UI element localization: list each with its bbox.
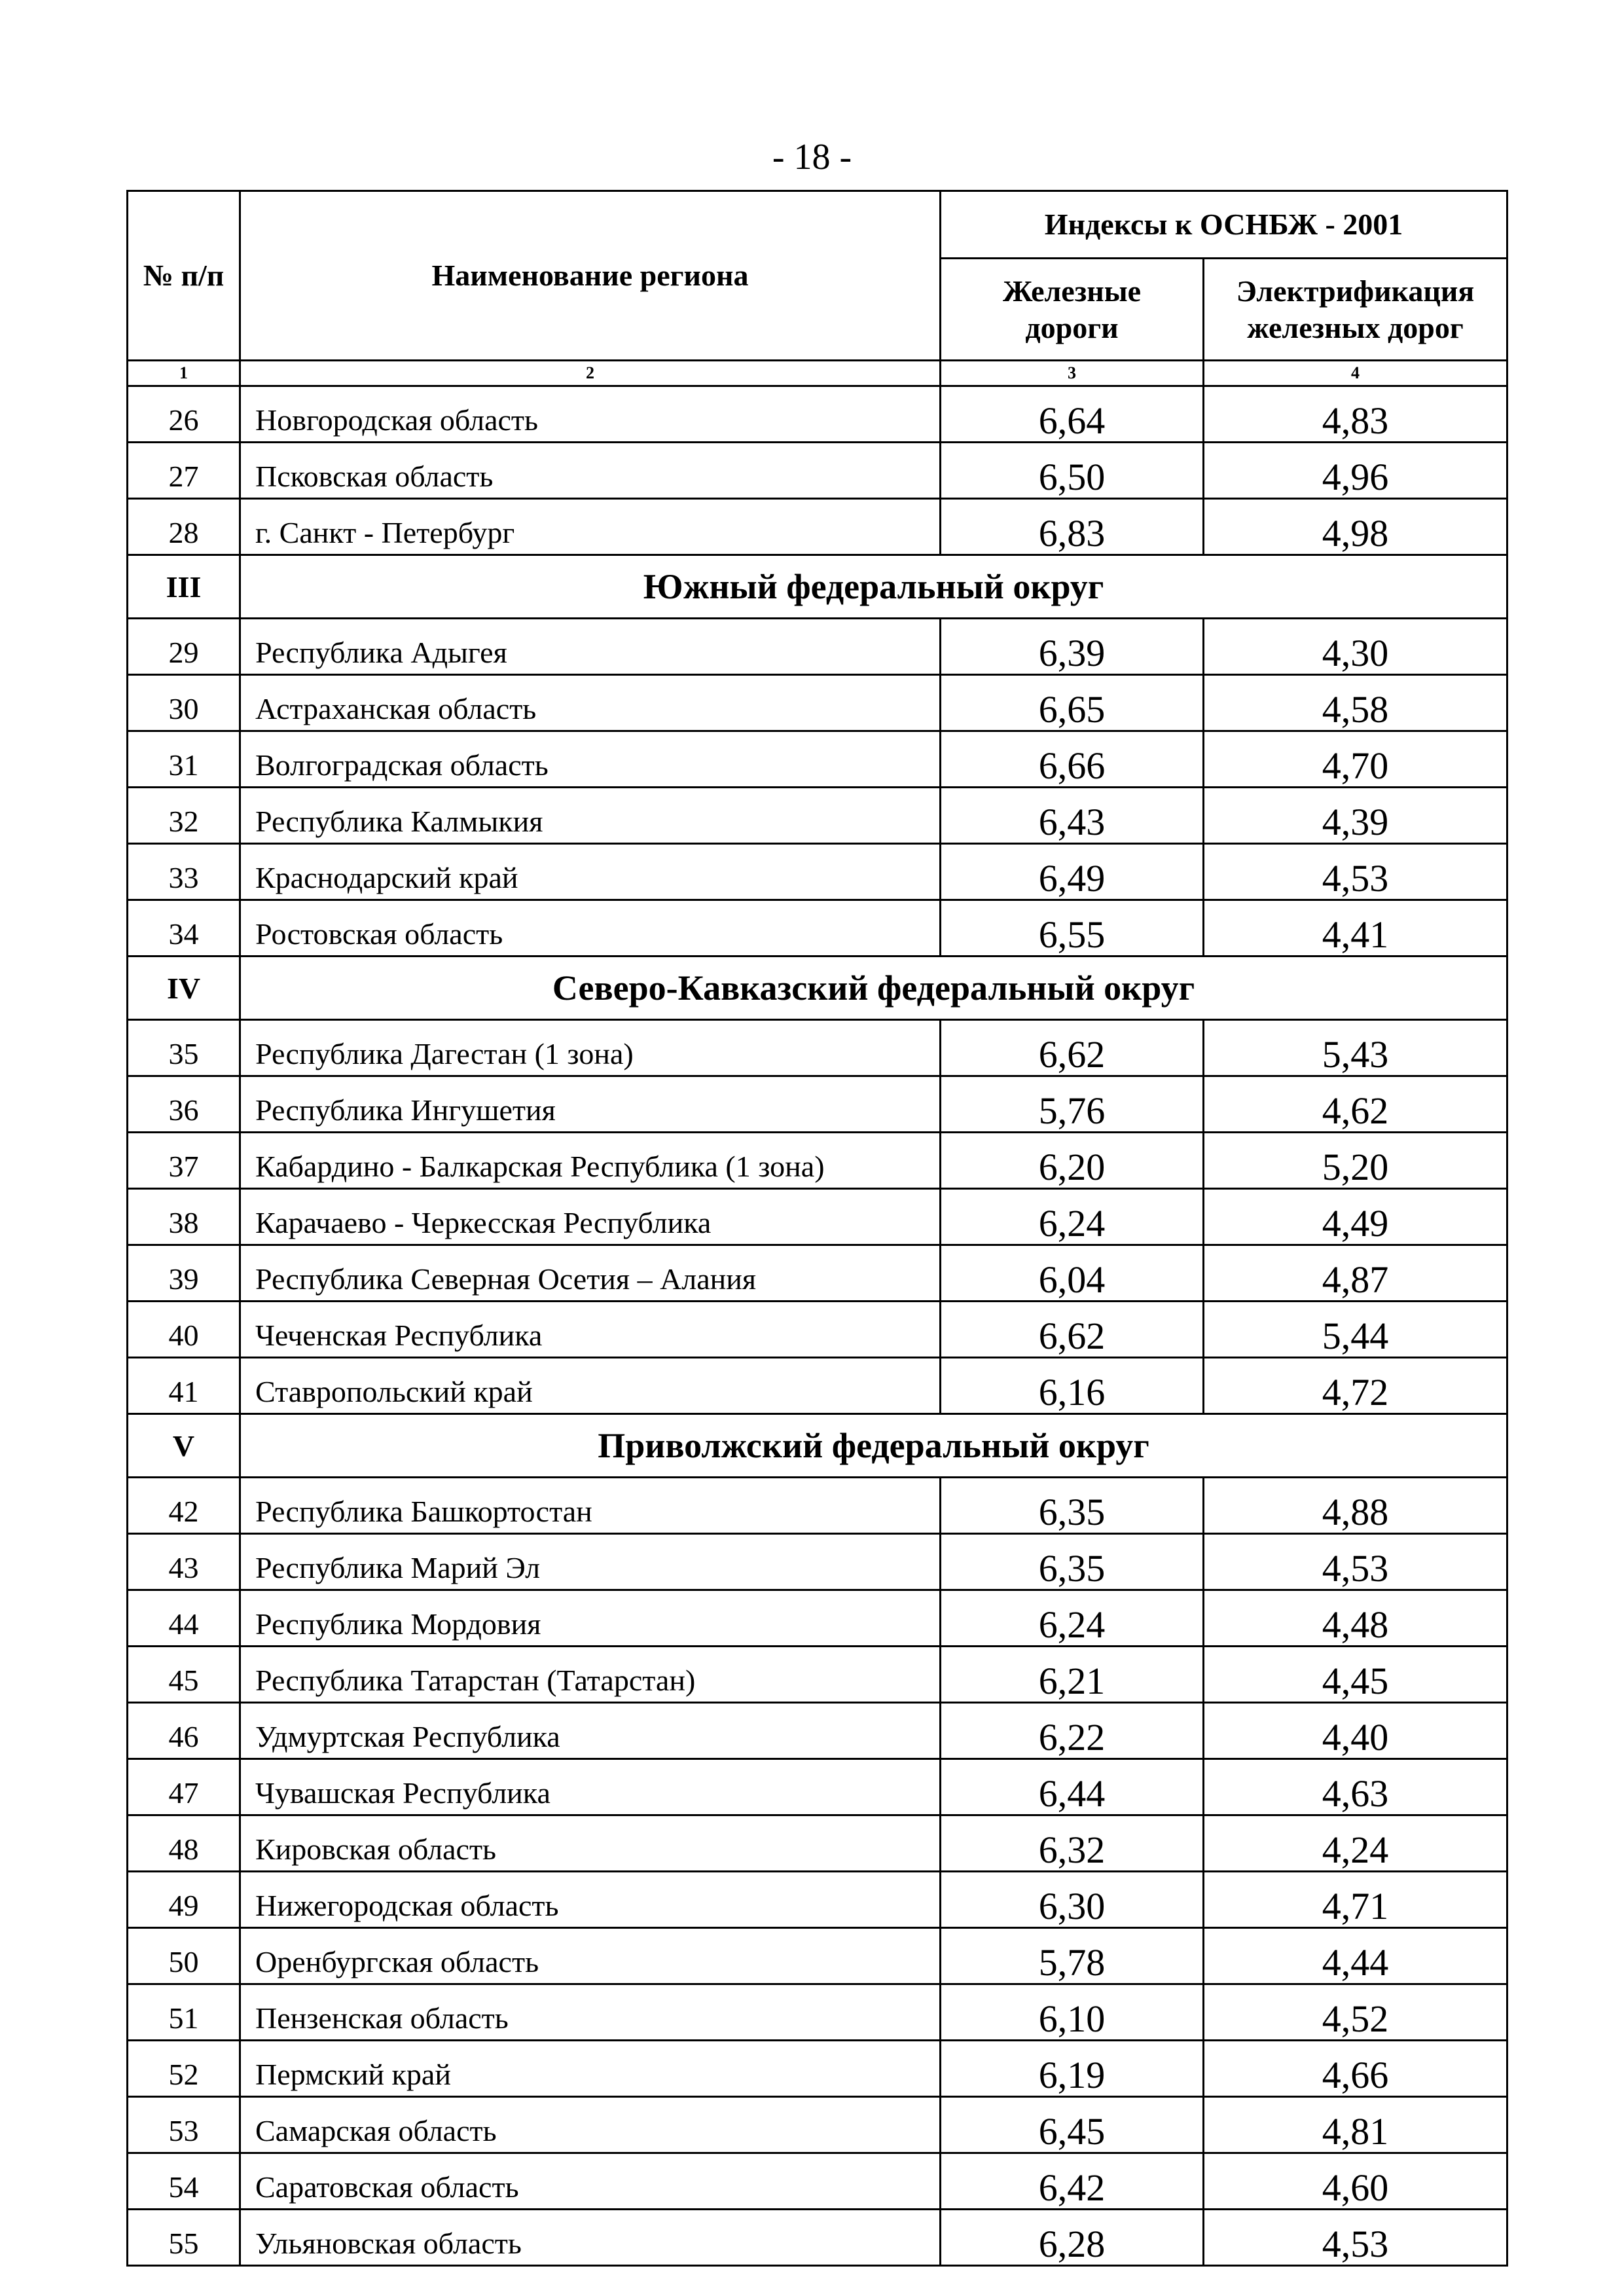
railway-index: 6,66 [941, 731, 1204, 788]
region-name: Ульяновская область [240, 2210, 941, 2266]
table-row [128, 1133, 1507, 1189]
region-name: Республика Калмыкия [240, 788, 941, 844]
row-number: 31 [128, 731, 240, 788]
electrification-index: 4,53 [1204, 844, 1507, 900]
header-region-name: Наименование региона [240, 191, 941, 361]
railway-index: 6,45 [941, 2097, 1204, 2153]
header-railways: Железные дороги [941, 259, 1204, 361]
region-name: Республика Марий Эл [240, 1534, 941, 1590]
region-name: Кировская область [240, 1815, 941, 1872]
table-row [128, 1358, 1507, 1414]
electrification-index: 4,58 [1204, 675, 1507, 731]
railway-index: 6,24 [941, 1590, 1204, 1647]
row-number: 26 [128, 386, 240, 443]
page-number: - 18 - [772, 137, 852, 177]
row-number: 50 [128, 1928, 240, 1984]
region-name: г. Санкт - Петербург [240, 499, 941, 555]
region-name: Оренбургская область [240, 1928, 941, 1984]
electrification-index: 4,49 [1204, 1189, 1507, 1245]
electrification-index: 4,52 [1204, 1984, 1507, 2041]
region-name: Кабардино - Балкарская Республика (1 зона) [240, 1133, 941, 1189]
table-row [128, 2041, 1507, 2097]
column-number-2: 2 [240, 361, 941, 386]
section-number: III [128, 555, 240, 619]
region-name: Удмуртская Республика [240, 1703, 941, 1759]
region-name: Пермский край [240, 2041, 941, 2097]
electrification-index: 4,63 [1204, 1759, 1507, 1815]
electrification-index: 4,96 [1204, 443, 1507, 499]
region-name: Пензенская область [240, 1984, 941, 2041]
column-number-1: 1 [128, 361, 240, 386]
table-row [128, 731, 1507, 788]
region-name: Псковская область [240, 443, 941, 499]
electrification-index: 4,83 [1204, 386, 1507, 443]
electrification-index: 5,44 [1204, 1302, 1507, 1358]
row-number: 32 [128, 788, 240, 844]
table-body [128, 386, 1507, 2266]
railway-index: 6,50 [941, 443, 1204, 499]
header-electrification: Электрификация железных дорог [1204, 259, 1507, 361]
electrification-index: 4,62 [1204, 1076, 1507, 1133]
section-number: V [128, 1414, 240, 1478]
railway-index: 5,78 [941, 1928, 1204, 1984]
table-row [128, 1928, 1507, 1984]
table-row [128, 386, 1507, 443]
region-name: Республика Татарстан (Татарстан) [240, 1647, 941, 1703]
row-number: 29 [128, 619, 240, 675]
region-name: Ставропольский край [240, 1358, 941, 1414]
railway-index: 6,55 [941, 900, 1204, 957]
railway-index: 6,19 [941, 2041, 1204, 2097]
row-number: 47 [128, 1759, 240, 1815]
region-name: Ростовская область [240, 900, 941, 957]
row-number: 27 [128, 443, 240, 499]
row-number: 42 [128, 1478, 240, 1534]
header-number: № п/п [128, 191, 240, 361]
table-row [128, 1984, 1507, 2041]
row-number: 44 [128, 1590, 240, 1647]
region-name: Республика Дагестан (1 зона) [240, 1020, 941, 1076]
section-row [128, 1414, 1507, 1478]
row-number: 30 [128, 675, 240, 731]
electrification-index: 4,70 [1204, 731, 1507, 788]
railway-index: 6,35 [941, 1478, 1204, 1534]
row-number: 35 [128, 1020, 240, 1076]
row-number: 28 [128, 499, 240, 555]
railway-index: 6,16 [941, 1358, 1204, 1414]
railway-index: 6,62 [941, 1302, 1204, 1358]
railway-index: 6,64 [941, 386, 1204, 443]
electrification-index: 4,48 [1204, 1590, 1507, 1647]
table-row [128, 1815, 1507, 1872]
railway-index: 6,44 [941, 1759, 1204, 1815]
table-row [128, 675, 1507, 731]
railway-index: 6,32 [941, 1815, 1204, 1872]
table-row [128, 1647, 1507, 1703]
row-number: 55 [128, 2210, 240, 2266]
row-number: 46 [128, 1703, 240, 1759]
section-title: Южный федеральный округ [240, 555, 1507, 619]
row-number: 37 [128, 1133, 240, 1189]
region-name: Саратовская область [240, 2153, 941, 2210]
railway-index: 6,39 [941, 619, 1204, 675]
region-name: Карачаево - Черкесская Республика [240, 1189, 941, 1245]
region-name: Волгоградская область [240, 731, 941, 788]
electrification-index: 4,39 [1204, 788, 1507, 844]
table-row [128, 2153, 1507, 2210]
row-number: 53 [128, 2097, 240, 2153]
electrification-index: 4,60 [1204, 2153, 1507, 2210]
row-number: 45 [128, 1647, 240, 1703]
region-name: Республика Мордовия [240, 1590, 941, 1647]
railway-index: 6,28 [941, 2210, 1204, 2266]
railway-index: 5,76 [941, 1076, 1204, 1133]
table-row [128, 1534, 1507, 1590]
electrification-index: 4,53 [1204, 1534, 1507, 1590]
section-number: IV [128, 957, 240, 1020]
table-row [128, 788, 1507, 844]
row-number: 48 [128, 1815, 240, 1872]
row-number: 54 [128, 2153, 240, 2210]
row-number: 43 [128, 1534, 240, 1590]
electrification-index: 5,43 [1204, 1020, 1507, 1076]
section-row [128, 555, 1507, 619]
table-row [128, 1478, 1507, 1534]
table-row [128, 443, 1507, 499]
railway-index: 6,22 [941, 1703, 1204, 1759]
electrification-index: 4,30 [1204, 619, 1507, 675]
electrification-index: 4,72 [1204, 1358, 1507, 1414]
table-row [128, 1872, 1507, 1928]
table-row [128, 2097, 1507, 2153]
region-name: Чувашская Республика [240, 1759, 941, 1815]
region-name: Нижегородская область [240, 1872, 941, 1928]
railway-index: 6,24 [941, 1189, 1204, 1245]
row-number: 52 [128, 2041, 240, 2097]
region-name: Чеченская Республика [240, 1302, 941, 1358]
column-number-3: 3 [941, 361, 1204, 386]
header-indices-group: Индексы к ОСНБЖ - 2001 [941, 191, 1507, 259]
row-number: 36 [128, 1076, 240, 1133]
railway-index: 6,20 [941, 1133, 1204, 1189]
region-name: Республика Северная Осетия – Алания [240, 1245, 941, 1302]
electrification-index: 4,66 [1204, 2041, 1507, 2097]
region-name: Республика Ингушетия [240, 1076, 941, 1133]
table-row [128, 1076, 1507, 1133]
row-number: 38 [128, 1189, 240, 1245]
railway-index: 6,21 [941, 1647, 1204, 1703]
electrification-index: 4,88 [1204, 1478, 1507, 1534]
column-number-4: 4 [1204, 361, 1507, 386]
regions-index-table [126, 190, 1508, 2267]
row-number: 34 [128, 900, 240, 957]
region-name: Новгородская область [240, 386, 941, 443]
table-row [128, 499, 1507, 555]
table-row [128, 1245, 1507, 1302]
row-number: 33 [128, 844, 240, 900]
railway-index: 6,83 [941, 499, 1204, 555]
table-row [128, 1020, 1507, 1076]
section-title: Северо-Кавказский федеральный округ [240, 957, 1507, 1020]
electrification-index: 4,45 [1204, 1647, 1507, 1703]
table-row [128, 900, 1507, 957]
electrification-index: 4,71 [1204, 1872, 1507, 1928]
row-number: 41 [128, 1358, 240, 1414]
row-number: 51 [128, 1984, 240, 2041]
row-number: 39 [128, 1245, 240, 1302]
railway-index: 6,42 [941, 2153, 1204, 2210]
table-row [128, 1590, 1507, 1647]
table-row [128, 619, 1507, 675]
table-row [128, 1703, 1507, 1759]
electrification-index: 4,87 [1204, 1245, 1507, 1302]
section-title: Приволжский федеральный округ [240, 1414, 1507, 1478]
railway-index: 6,62 [941, 1020, 1204, 1076]
electrification-index: 4,41 [1204, 900, 1507, 957]
railway-index: 6,35 [941, 1534, 1204, 1590]
region-name: Республика Башкортостан [240, 1478, 941, 1534]
table-row [128, 844, 1507, 900]
electrification-index: 4,81 [1204, 2097, 1507, 2153]
railway-index: 6,49 [941, 844, 1204, 900]
electrification-index: 4,44 [1204, 1928, 1507, 1984]
electrification-index: 4,98 [1204, 499, 1507, 555]
row-number: 40 [128, 1302, 240, 1358]
railway-index: 6,43 [941, 788, 1204, 844]
table-row [128, 1189, 1507, 1245]
region-name: Астраханская область [240, 675, 941, 731]
region-name: Республика Адыгея [240, 619, 941, 675]
region-name: Самарская область [240, 2097, 941, 2153]
table-row [128, 2210, 1507, 2266]
table-row [128, 1302, 1507, 1358]
railway-index: 6,65 [941, 675, 1204, 731]
railway-index: 6,30 [941, 1872, 1204, 1928]
railway-index: 6,04 [941, 1245, 1204, 1302]
electrification-index: 4,24 [1204, 1815, 1507, 1872]
electrification-index: 4,53 [1204, 2210, 1507, 2266]
railway-index: 6,10 [941, 1984, 1204, 2041]
region-name: Краснодарский край [240, 844, 941, 900]
electrification-index: 5,20 [1204, 1133, 1507, 1189]
table-row [128, 1759, 1507, 1815]
row-number: 49 [128, 1872, 240, 1928]
section-row [128, 957, 1507, 1020]
electrification-index: 4,40 [1204, 1703, 1507, 1759]
